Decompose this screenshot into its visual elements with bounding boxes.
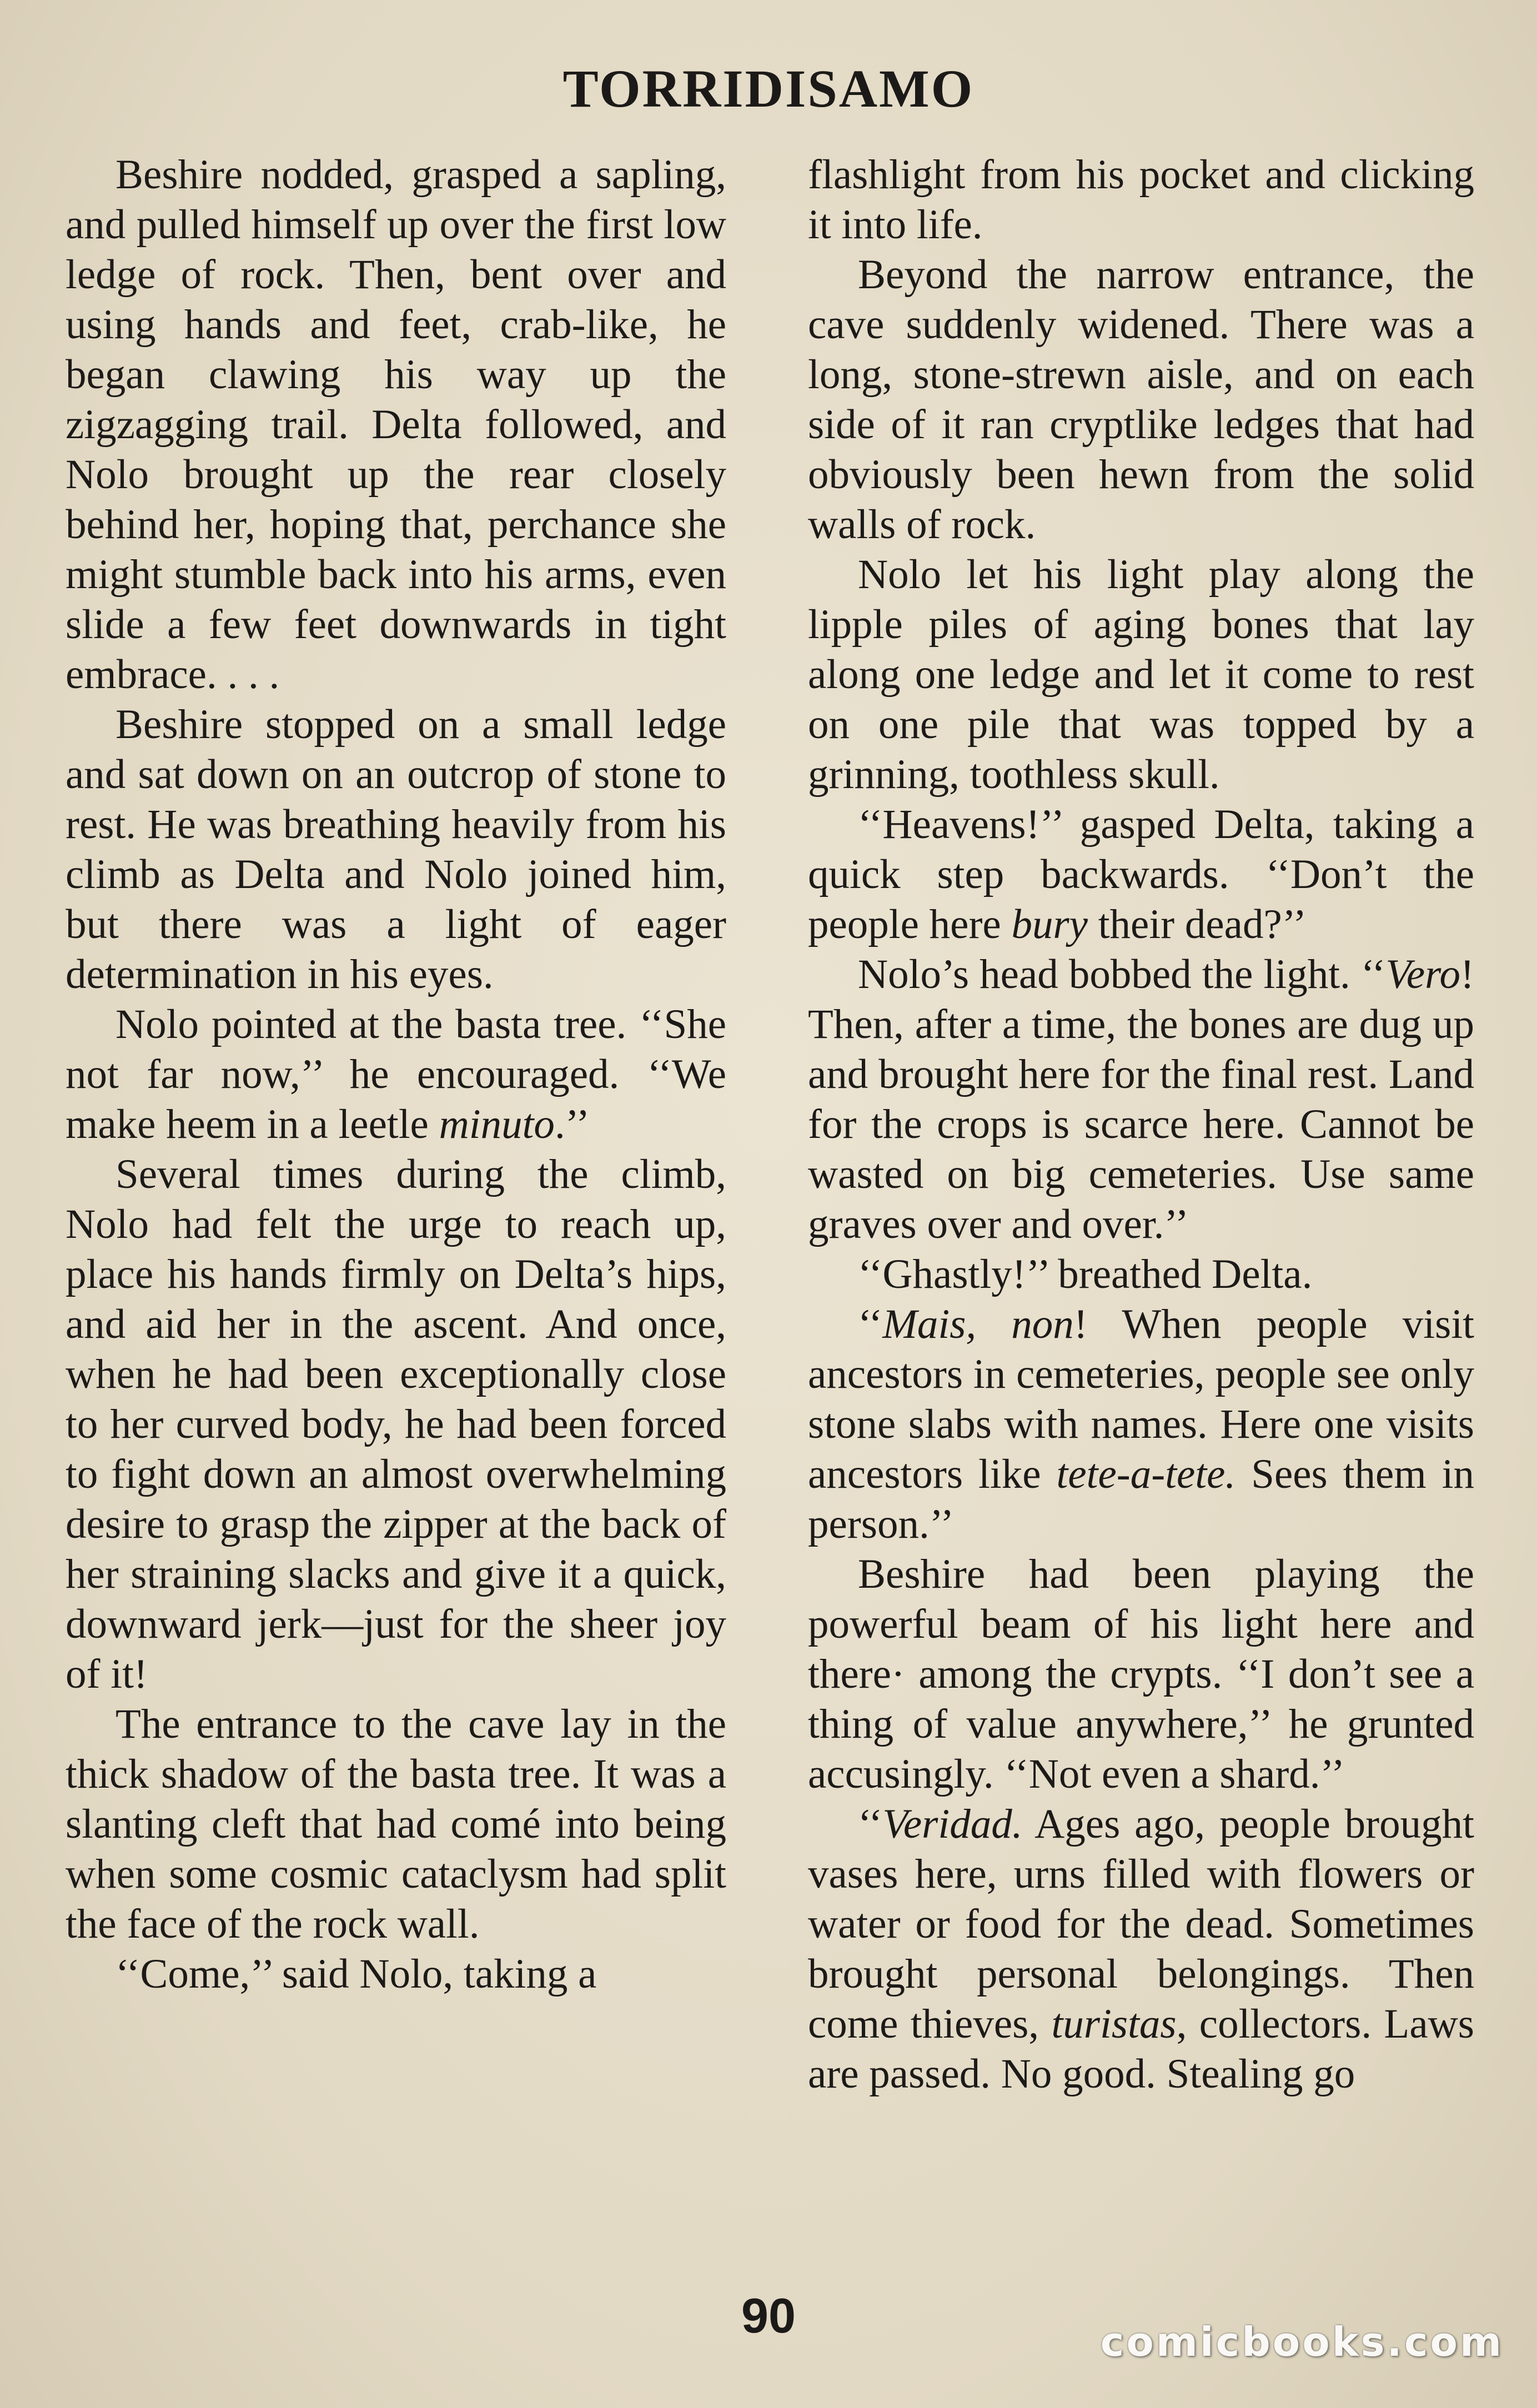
paragraph [808, 1799, 1474, 2099]
italic-text: Mais, non [882, 1301, 1074, 1347]
paragraph: Beshire nodded, grasped a sapling, and pulled himself up over the first low ledge of rock. Then, bent over and using hands and feet, crab-like, he began clawing his way up the zigzagging trail. Delta followed, and Nolo brought up the rear closely behind her, hoping that, perchance she might stumble back into his arms, even slide a few feet downwards in tight embrace. . . . [66, 152, 726, 698]
paragraph: Beyond the narrow entrance, the cave suddenly widened. There was a long, stone-strewn aisle, and on each side of it ran cryptlike ledges that had obviously been hewn from the solid walls of rock. [808, 252, 1474, 548]
text-run: Sees them in person.’’ [808, 1451, 1474, 1547]
text-run: , collectors. Laws are passed. No good. Stealing go [808, 2001, 1474, 2097]
text-run: ‘‘ [858, 1801, 883, 1847]
paragraph: The entrance to the cave lay in the thick shadow of the basta tree. It was a slanting cleft that had comé into being when some cosmic cataclysm had split the face of the rock wall. [66, 1701, 726, 1947]
text-run: Ages ago, people brought vases here, urns filled with flowers or water or food for the dead. Sometimes brought personal belongings. Then come thieves, [808, 1801, 1474, 2047]
italic-text: minuto [439, 1101, 555, 1147]
text-run: their dead?’’ [1087, 901, 1307, 947]
text-run: ‘‘ [858, 1301, 883, 1347]
italic-text: turistas [1051, 2001, 1177, 2047]
running-head: TORRIDISAMO [562, 59, 975, 118]
italic-text: bury [1011, 901, 1088, 947]
italic-text: Vero [1385, 951, 1461, 997]
watermark: comicbooks.com [1100, 2319, 1504, 2365]
text-run: ‘‘Heavens!’’ gasped Delta, taking a quick step backwards. ‘‘Don’t the people here [808, 801, 1474, 947]
paragraph [808, 1300, 1474, 1549]
italic-text: Veridad. [882, 1801, 1023, 1847]
text-run: ! When people visit ancestors in cemeteries, people see only stone slabs with names. Here one visits ancestors like [808, 1301, 1475, 1497]
paragraph [808, 800, 1474, 950]
paragraph-continued: flashlight from his pocket and clicking it into life. [808, 152, 1474, 248]
text-run: ! Then, after a time, the bones are dug up and brought here for the final rest. Land for the crops is scarce here. Cannot be wasted on big cemeteries. Use same graves over and over.’’ [808, 951, 1474, 1247]
paragraph: Several times during the climb, Nolo had felt the urge to reach up, place his hands firmly on Delta’s hips, and aid her in the ascent. And once, when he had been exceptionally close to her curved body, he had been forced to fight down an almost overwhelming desire to grasp the zipper at the back of her straining slacks and give it a quick, downward jerk—just for the sheer joy of it! [66, 1151, 726, 1697]
page-number: 90 [741, 2288, 796, 2343]
right-text-column [808, 150, 1474, 2099]
paragraph: Nolo let his light play along the lipple piles of aging bones that lay along one ledge and let it come to rest on one pile that was topped by a grinning, toothless skull. [808, 551, 1474, 797]
text-run: Nolo’s head bobbed the light. ‘‘ [858, 951, 1386, 997]
paragraph: Beshire stopped on a small ledge and sat down on an outcrop of stone to rest. He was breathing heavily from his climb as Delta and Nolo joined him, but there was a light of eager determination in his eyes. [66, 701, 726, 997]
left-text-column [66, 150, 726, 1999]
text-run: .’’ [554, 1101, 590, 1147]
italic-text: tete-a-tete. [1056, 1451, 1236, 1497]
paragraph [808, 950, 1474, 1250]
paragraph: Beshire had been playing the powerful beam of his light here and there· among the crypts. ‘‘I don’t see a thing of value anywhere,’’ he grunted accusingly. ‘‘Not even a shard.’’ [808, 1551, 1474, 1797]
paragraph: ‘‘Come,’’ said Nolo, taking a [115, 1951, 597, 1997]
text-run: Nolo pointed at the basta tree. ‘‘She not far now,’’ he encouraged. ‘‘We make heem in a leetle [66, 1001, 726, 1147]
paragraph: ‘‘Ghastly!’’ breathed Delta. [858, 1251, 1313, 1297]
paragraph [66, 1000, 726, 1150]
